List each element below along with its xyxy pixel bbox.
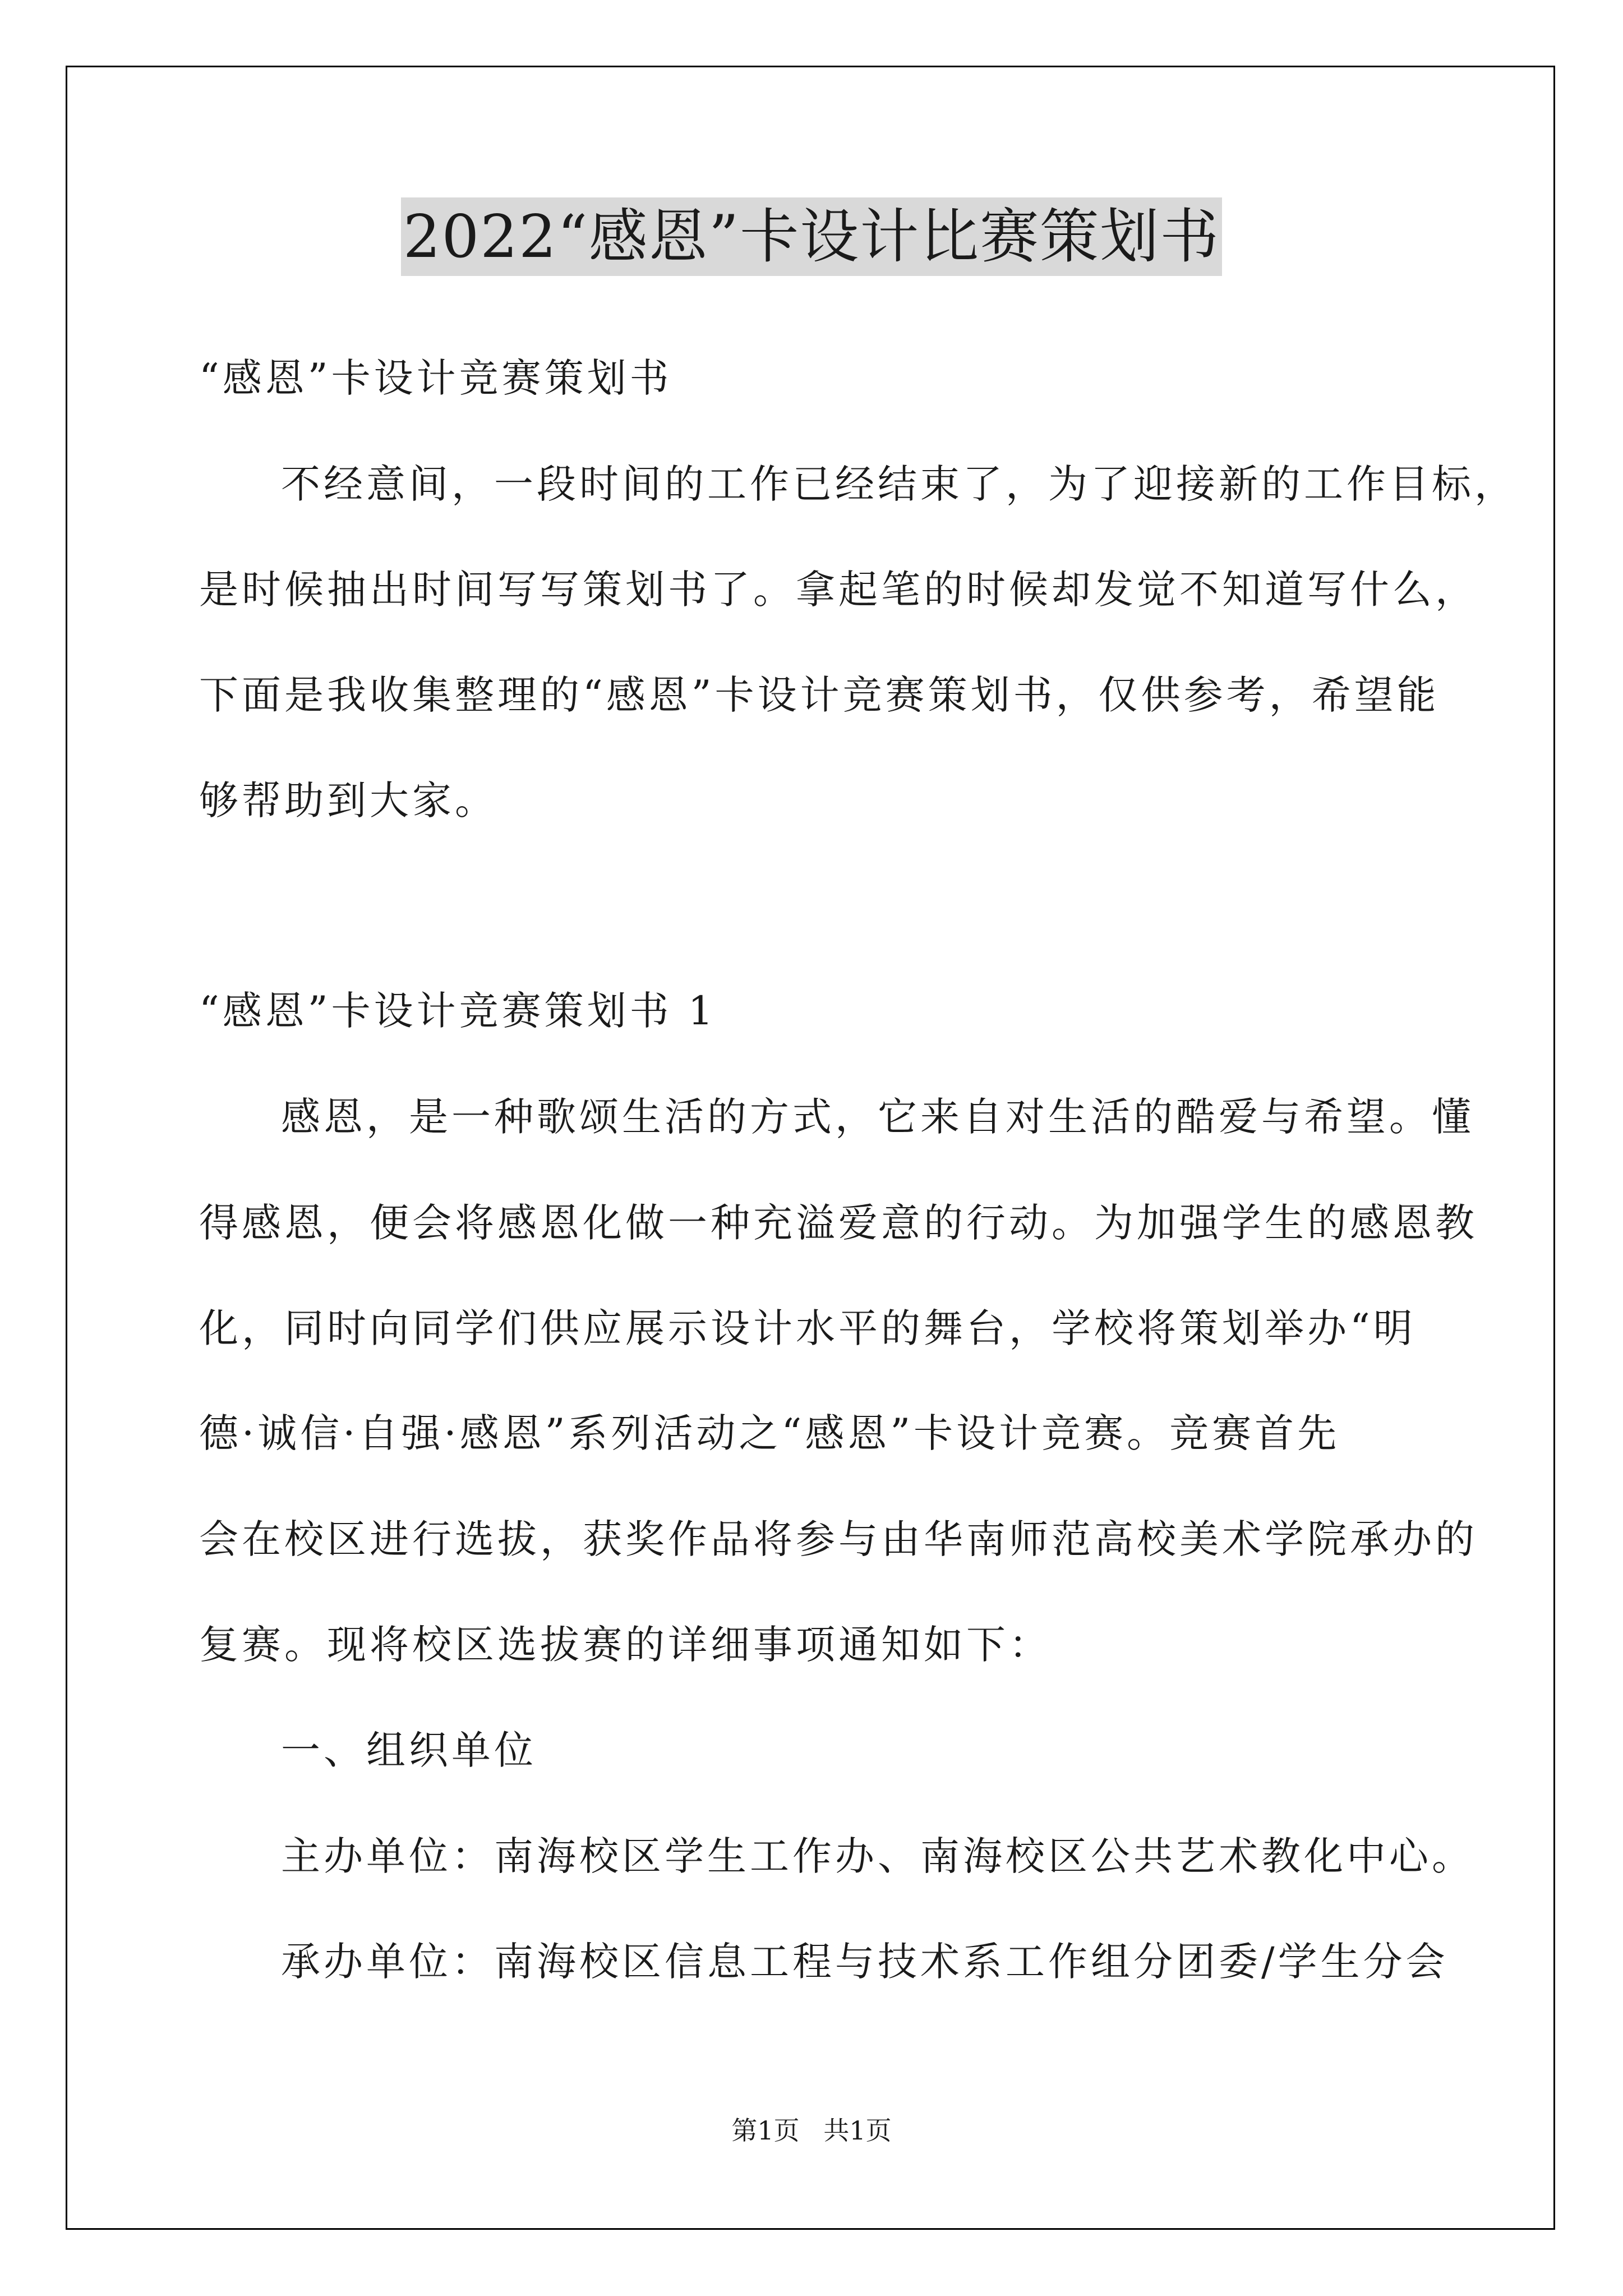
intro-line-2: 是时候抽出时间写写策划书了。拿起笔的时候却发觉不知道写什么，	[199, 567, 1478, 613]
title-container	[0, 197, 1623, 276]
page-number-total: 共1页	[823, 2115, 892, 2146]
document-title: 2022“感恩”卡设计比赛策划书	[401, 197, 1223, 276]
page-number-current: 第1页	[731, 2115, 800, 2146]
section1-line-6: 复赛。现将校区选拔赛的详细事项通知如下：	[199, 1622, 1052, 1668]
intro-line-3: 下面是我收集整理的“感恩”卡设计竞赛策划书，仅供参考，希望能	[199, 672, 1440, 718]
host-line: 主办单位：南海校区学生工作办、南海校区公共艺术教化中心。	[281, 1833, 1474, 1879]
section1-line-1: 感恩，是一种歌颂生活的方式，它来自对生活的酷爱与希望。懂	[281, 1094, 1474, 1140]
page-footer	[0, 2114, 1623, 2147]
intro-line-4: 够帮助到大家。	[199, 777, 497, 823]
section1-line-4: 德·诚信·自强·感恩”系列活动之“感恩”卡设计竞赛。竞赛首先	[199, 1410, 1340, 1456]
organizer-line: 承办单位：南海校区信息工程与技术系工作组分团委/学生分会	[281, 1939, 1449, 1985]
section1-heading: “感恩”卡设计竞赛策划书 1	[199, 988, 717, 1034]
subtitle: “感恩”卡设计竞赛策划书	[199, 355, 672, 401]
section1-line-2: 得感恩，便会将感恩化做一种充溢爱意的行动。为加强学生的感恩教	[199, 1200, 1478, 1246]
section1-line-5: 会在校区进行选拔，获奖作品将参与由华南师范高校美术学院承办的	[199, 1516, 1478, 1562]
org-heading: 一、组织单位	[281, 1727, 537, 1773]
intro-line-1: 不经意间，一段时间的工作已经结束了，为了迎接新的工作目标，	[281, 461, 1517, 507]
section1-line-3: 化，同时向同学们供应展示设计水平的舞台，学校将策划举办“明	[199, 1305, 1416, 1351]
